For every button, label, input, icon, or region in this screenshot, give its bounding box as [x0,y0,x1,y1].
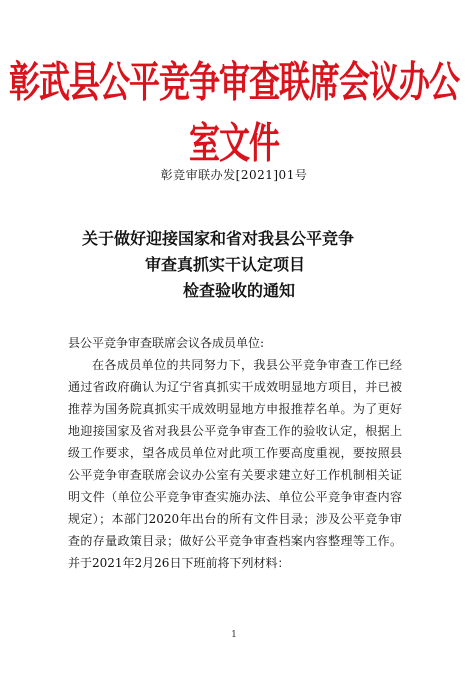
document-title-line-3: 检查验收的通知 [183,281,296,300]
body-paragraph: 在各成员单位的共同努力下，我县公平竞争审查工作已经通过省政府确认为辽宁省真抓实干成效明显地方项目，并已被推荐为国务院真抓实干成效明显地方申报推荐名单。为了更好地迎接国家及省对我县公平竞争审查工作的验收认定，根据上级工作要求，望各成员单位对此项工作要高度重视，要按照县公平竞争审查联席会议办公室有关要求建立好工作机制相关证明文件（单位公平竞争审查实施办法、单位公平竞争审查内容规定）；本部门2020年出台的所有文件目录；涉及公平竞争审查的存量政策目录；做好公平竞争审查档案内容整理等工作。并于2021年2月26日下班前将下列材料： [68,358,402,570]
page-number: 1 [231,630,237,640]
document-title-line-2: 审查真抓实干认定项目 [145,255,306,274]
document-number: 彰竞审联办发[2021]01号 [160,168,308,182]
salutation: 县公平竞争审查联席会议各成员单位: [68,336,265,350]
document-title-line-1: 关于做好迎接国家和省对我县公平竞争 [82,229,355,248]
red-header-title: 彰武县公平竞争审查联席会议办公室文件 [9,58,459,169]
